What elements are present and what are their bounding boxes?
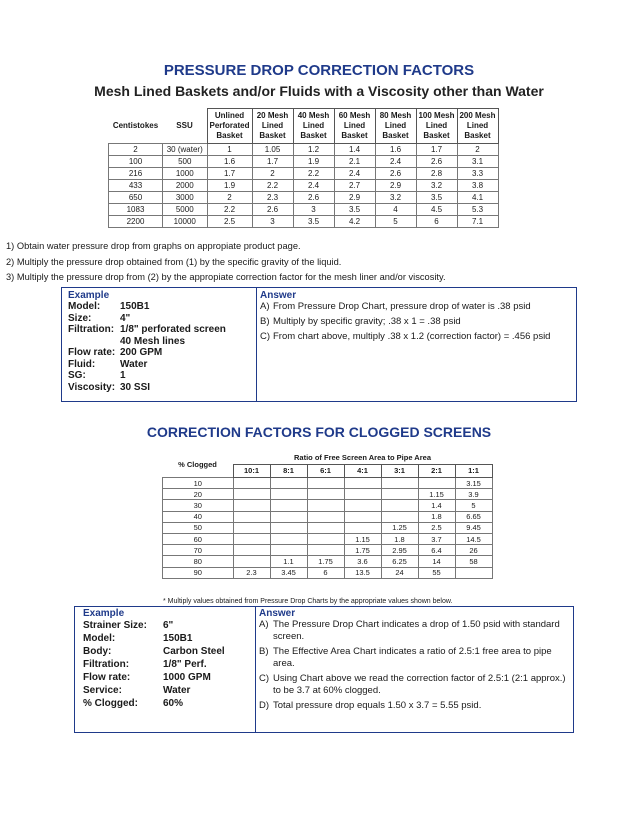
example-value: 1 <box>120 370 126 381</box>
ratio-header: 4:1 <box>344 465 381 478</box>
table-cell: 6.65 <box>455 511 492 522</box>
table-cell <box>307 511 344 522</box>
answer-panel <box>260 290 570 346</box>
table-cell <box>344 489 381 500</box>
example-row <box>68 336 226 348</box>
answer-item <box>259 619 569 642</box>
table-cell: 10 <box>163 478 234 489</box>
table-cell: 2 <box>457 144 498 156</box>
table-cell: 5 <box>375 216 416 228</box>
table-cell: 2.6 <box>375 168 416 180</box>
table-cell: 58 <box>455 556 492 567</box>
answer-item <box>259 700 569 712</box>
table-row <box>163 545 493 556</box>
table-cell: 3.1 <box>457 156 498 168</box>
table-cell: 10000 <box>163 216 208 228</box>
table-cell <box>233 533 270 544</box>
table-cell: 4.2 <box>334 216 375 228</box>
answer-item <box>260 316 570 328</box>
col-header: 200 Mesh Lined Basket <box>457 109 498 144</box>
table-cell: 2000 <box>163 180 208 192</box>
table-cell: 2.5 <box>418 522 455 533</box>
table-cell <box>418 478 455 489</box>
example-row <box>83 697 225 710</box>
table-cell: 3.15 <box>455 478 492 489</box>
table-cell <box>233 511 270 522</box>
table-cell: 1.7 <box>207 168 252 180</box>
example-panel <box>83 608 225 710</box>
example-key: SG: <box>68 370 86 381</box>
answer-item <box>260 331 570 343</box>
answer-text: Multiply by specific gravity; .38 x 1 = .38 psid <box>273 316 461 327</box>
example-value: Carbon Steel <box>163 646 225 657</box>
example-key: Fluid: <box>68 358 96 370</box>
instruction-step: 2) Multiply the pressure drop obtained from (1) by the specific gravity of the liquid. <box>6 256 342 267</box>
table-cell <box>270 500 307 511</box>
instruction-step: 1) Obtain water pressure drop from graphs on appropiate product page. <box>6 241 301 251</box>
table-cell <box>344 478 381 489</box>
table-cell: 2.2 <box>293 168 334 180</box>
table-cell: 5 <box>455 500 492 511</box>
table-cell <box>233 478 270 489</box>
example-key: % Clogged: <box>83 698 138 709</box>
example-key: Flow rate: <box>68 347 116 358</box>
col-header: Centistokes <box>112 120 159 130</box>
col-header: 80 Mesh Lined Basket <box>375 109 416 144</box>
table-cell: 40 <box>163 511 234 522</box>
table-cell: 3.5 <box>334 204 375 216</box>
table-row <box>109 168 499 180</box>
table-row <box>109 156 499 168</box>
table-cell: 100 <box>109 156 163 168</box>
answer-letter: A) <box>259 619 269 630</box>
table-cell <box>307 545 344 556</box>
col-header: 40 Mesh Lined Basket <box>293 109 334 144</box>
table-cell <box>233 500 270 511</box>
table-cell: 1.8 <box>418 511 455 522</box>
table-cell <box>270 533 307 544</box>
table-cell <box>233 545 270 556</box>
table-cell <box>270 511 307 522</box>
table-cell: 1 <box>207 144 252 156</box>
table-cell: 1000 <box>163 168 208 180</box>
table-cell <box>270 478 307 489</box>
example-key: Body: <box>83 646 112 657</box>
table-cell <box>381 478 418 489</box>
table-cell: 3.7 <box>418 533 455 544</box>
answer-heading: Answer <box>260 290 297 301</box>
table-row <box>163 478 493 489</box>
example-value: Water <box>163 685 191 696</box>
answer-letter: D) <box>259 700 270 711</box>
example-row <box>83 619 225 632</box>
table-cell: 6 <box>416 216 457 228</box>
table-cell: 24 <box>381 567 418 578</box>
table-cell <box>307 489 344 500</box>
example-value: Water <box>120 358 148 370</box>
table-cell: 2 <box>252 168 293 180</box>
table-cell <box>270 522 307 533</box>
table-cell: 2.4 <box>293 180 334 192</box>
table-cell: 3 <box>252 216 293 228</box>
answer-letter: B) <box>259 646 269 657</box>
table-row <box>163 556 493 567</box>
example-row <box>83 671 225 684</box>
table-cell: 2.4 <box>334 168 375 180</box>
table-cell: 3.9 <box>455 489 492 500</box>
table-cell: 1.6 <box>207 156 252 168</box>
example-row <box>68 359 226 371</box>
example-key: Viscosity: <box>68 381 116 393</box>
table-row <box>163 567 493 578</box>
table-cell: 3000 <box>163 192 208 204</box>
table-cell: 20 <box>163 489 234 500</box>
example-value: 60% <box>163 698 184 709</box>
table-cell: 2200 <box>109 216 163 228</box>
table-cell: 2.1 <box>334 156 375 168</box>
clogged-screens-title: CORRECTION FACTORS FOR CLOGGED SCREENS <box>146 424 492 440</box>
example-row <box>83 684 225 697</box>
table-cell: 3.2 <box>416 180 457 192</box>
table-cell: 13.5 <box>344 567 381 578</box>
table-cell: 2.3 <box>252 192 293 204</box>
table-cell: 2.6 <box>293 192 334 204</box>
example-row <box>68 382 226 394</box>
table-cell: 6 <box>307 567 344 578</box>
example-value: 1000 GPM <box>163 672 211 683</box>
table-row <box>163 533 493 544</box>
divider <box>255 607 256 732</box>
table-cell <box>233 556 270 567</box>
group-header: Ratio of Free Screen Area to Pipe Area <box>294 453 431 462</box>
table-cell: 1.4 <box>334 144 375 156</box>
table-row <box>163 522 493 533</box>
col-header: 100 Mesh Lined Basket <box>416 109 457 144</box>
answer-text: From chart above, multiply .38 x 1.2 (correction factor) = .456 psid <box>273 331 551 342</box>
clogged-note: * Multiply values obtained from Pressure Drop Charts by the appropriate values shown below. <box>163 598 453 605</box>
table-row <box>109 192 499 204</box>
answer-text: The Effective Area Chart indicates a ratio of 2.5:1 free area to pipe area. <box>273 646 552 669</box>
table-cell: 30 <box>163 500 234 511</box>
example-row <box>68 313 226 325</box>
table-header-row <box>163 452 493 465</box>
table-row <box>163 500 493 511</box>
table-cell: 3.45 <box>270 567 307 578</box>
example-row <box>83 658 225 671</box>
ratio-header: 3:1 <box>381 465 418 478</box>
table-cell: 60 <box>163 533 234 544</box>
clogged-screens-table <box>162 452 493 579</box>
example-row <box>68 347 226 359</box>
example-key: Filtration: <box>83 659 130 670</box>
example-value: 1/8" perforated screen <box>120 324 226 335</box>
example-value: 30 SSI <box>120 381 151 393</box>
instructions <box>6 239 636 286</box>
table-cell: 2.3 <box>233 567 270 578</box>
example-key <box>68 336 120 348</box>
table-cell: 6.4 <box>418 545 455 556</box>
table-cell: 1.4 <box>418 500 455 511</box>
table-cell: 3.8 <box>457 180 498 192</box>
example-heading: Example <box>68 290 110 301</box>
table-cell: 3.3 <box>457 168 498 180</box>
col-header-clogged: % Clogged <box>178 459 217 469</box>
table-cell: 4.5 <box>416 204 457 216</box>
example-key: Service: <box>83 685 122 696</box>
table-cell: 7.1 <box>457 216 498 228</box>
table-cell: 1.25 <box>381 522 418 533</box>
table-cell <box>233 489 270 500</box>
table-cell: 30 (water) <box>163 144 208 156</box>
example-value: 4" <box>120 312 131 324</box>
table-row <box>109 216 499 228</box>
answer-letter: B) <box>260 316 270 327</box>
answer-item <box>259 673 569 696</box>
answer-heading: Answer <box>259 608 296 619</box>
example-value: 40 Mesh lines <box>120 335 186 347</box>
table-cell <box>381 511 418 522</box>
table-cell: 2 <box>207 192 252 204</box>
page-title: PRESSURE DROP CORRECTION FACTORS <box>163 62 475 79</box>
answer-text: Total pressure drop equals 1.50 x 3.7 = 5.55 psid. <box>273 700 482 711</box>
table-row <box>109 180 499 192</box>
table-cell: 1.6 <box>375 144 416 156</box>
table-cell: 2.9 <box>375 180 416 192</box>
table-cell: 5000 <box>163 204 208 216</box>
table-cell: 1083 <box>109 204 163 216</box>
example-box-mesh <box>61 287 577 402</box>
table-row <box>109 144 499 156</box>
table-cell: 3 <box>293 204 334 216</box>
table-cell: 1.75 <box>344 545 381 556</box>
table-cell <box>233 522 270 533</box>
table-cell <box>307 500 344 511</box>
answer-text: Using Chart above we read the correction factor of 2.5:1 (2:1 approx.) to be 3.7 at 60% clogged. <box>273 673 566 696</box>
example-row <box>68 370 226 382</box>
table-cell: 1.9 <box>207 180 252 192</box>
answer-text: From Pressure Drop Chart, pressure drop of water is .38 psid <box>273 301 531 312</box>
example-value: 1/8" Perf. <box>163 659 207 670</box>
table-row <box>163 511 493 522</box>
table-cell <box>270 489 307 500</box>
table-cell: 3.6 <box>344 556 381 567</box>
table-cell: 3.2 <box>375 192 416 204</box>
table-cell <box>307 478 344 489</box>
example-row <box>68 324 226 336</box>
col-header: 20 Mesh Lined Basket <box>252 109 293 144</box>
example-key: Strainer Size: <box>83 620 147 631</box>
example-row <box>83 632 225 645</box>
table-cell: 1.15 <box>344 533 381 544</box>
example-key: Filtration: <box>68 324 115 335</box>
table-cell: 4 <box>375 204 416 216</box>
ratio-header: 1:1 <box>455 465 492 478</box>
table-cell: 2.8 <box>416 168 457 180</box>
table-cell: 2.2 <box>252 180 293 192</box>
table-cell: 1.7 <box>252 156 293 168</box>
table-cell: 2.6 <box>416 156 457 168</box>
example-value: 200 GPM <box>120 347 163 358</box>
table-cell: 216 <box>109 168 163 180</box>
col-header: SSU <box>176 120 193 130</box>
table-cell <box>455 567 492 578</box>
table-cell: 6.25 <box>381 556 418 567</box>
example-heading: Example <box>83 608 125 619</box>
divider <box>256 288 257 401</box>
table-cell: 1.8 <box>381 533 418 544</box>
table-cell: 5.3 <box>457 204 498 216</box>
col-header: 60 Mesh Lined Basket <box>334 109 375 144</box>
table-cell: 55 <box>418 567 455 578</box>
table-cell: 433 <box>109 180 163 192</box>
example-panel <box>68 290 226 393</box>
table-cell: 14 <box>418 556 455 567</box>
table-cell: 1.1 <box>270 556 307 567</box>
example-key: Size: <box>68 312 92 324</box>
table-cell <box>344 511 381 522</box>
table-cell: 50 <box>163 522 234 533</box>
table-cell: 1.2 <box>293 144 334 156</box>
table-cell: 1.9 <box>293 156 334 168</box>
answer-letter: C) <box>259 673 270 684</box>
answer-text: The Pressure Drop Chart indicates a drop of 1.50 psid with standard screen. <box>273 619 560 642</box>
table-cell: 2.6 <box>252 204 293 216</box>
ratio-header: 8:1 <box>270 465 307 478</box>
table-header-row <box>109 109 499 144</box>
table-cell: 1.7 <box>416 144 457 156</box>
example-value: 150B1 <box>163 633 193 644</box>
example-key: Model: <box>83 633 116 644</box>
table-cell <box>270 545 307 556</box>
table-cell: 2.95 <box>381 545 418 556</box>
answer-panel <box>259 608 569 716</box>
table-cell: 3.5 <box>416 192 457 204</box>
table-cell <box>344 522 381 533</box>
table-cell <box>381 489 418 500</box>
answer-letter: C) <box>260 331 271 342</box>
table-cell: 70 <box>163 545 234 556</box>
instruction-step: 3) Multiply the pressure drop from (2) by the appropiate correction factor for the mesh liner and/or viscosity. <box>6 272 446 282</box>
answer-item <box>259 646 569 669</box>
table-cell: 2.2 <box>207 204 252 216</box>
ratio-header: 10:1 <box>233 465 270 478</box>
table-cell <box>307 533 344 544</box>
example-value: 150B1 <box>120 301 150 312</box>
table-cell: 2 <box>109 144 163 156</box>
table-cell: 80 <box>163 556 234 567</box>
table-cell: 1.05 <box>252 144 293 156</box>
page-subtitle: Mesh Lined Baskets and/or Fluids with a Viscosity other than Water <box>94 83 544 99</box>
table-row <box>109 204 499 216</box>
table-cell: 90 <box>163 567 234 578</box>
ratio-header: 2:1 <box>418 465 455 478</box>
viscosity-correction-table <box>108 108 499 228</box>
table-cell: 14.5 <box>455 533 492 544</box>
table-row <box>163 489 493 500</box>
example-row <box>68 301 226 313</box>
table-cell: 1.15 <box>418 489 455 500</box>
table-cell: 9.45 <box>455 522 492 533</box>
table-cell <box>344 500 381 511</box>
table-cell: 3.5 <box>293 216 334 228</box>
table-cell: 26 <box>455 545 492 556</box>
table-cell: 2.4 <box>375 156 416 168</box>
answer-letter: A) <box>260 301 270 312</box>
table-cell <box>381 500 418 511</box>
table-cell <box>307 522 344 533</box>
answer-item <box>260 301 570 313</box>
col-header: Unlined Perforated Basket <box>207 109 252 144</box>
example-value: 6" <box>163 620 174 631</box>
example-row <box>83 645 225 658</box>
ratio-header: 6:1 <box>307 465 344 478</box>
example-key: Model: <box>68 301 101 312</box>
table-cell: 2.7 <box>334 180 375 192</box>
table-cell: 500 <box>163 156 208 168</box>
table-cell: 1.75 <box>307 556 344 567</box>
table-cell: 2.5 <box>207 216 252 228</box>
example-key: Flow rate: <box>83 672 131 683</box>
table-cell: 2.9 <box>334 192 375 204</box>
table-cell: 650 <box>109 192 163 204</box>
table-cell: 4.1 <box>457 192 498 204</box>
example-box-clogged <box>74 606 574 733</box>
